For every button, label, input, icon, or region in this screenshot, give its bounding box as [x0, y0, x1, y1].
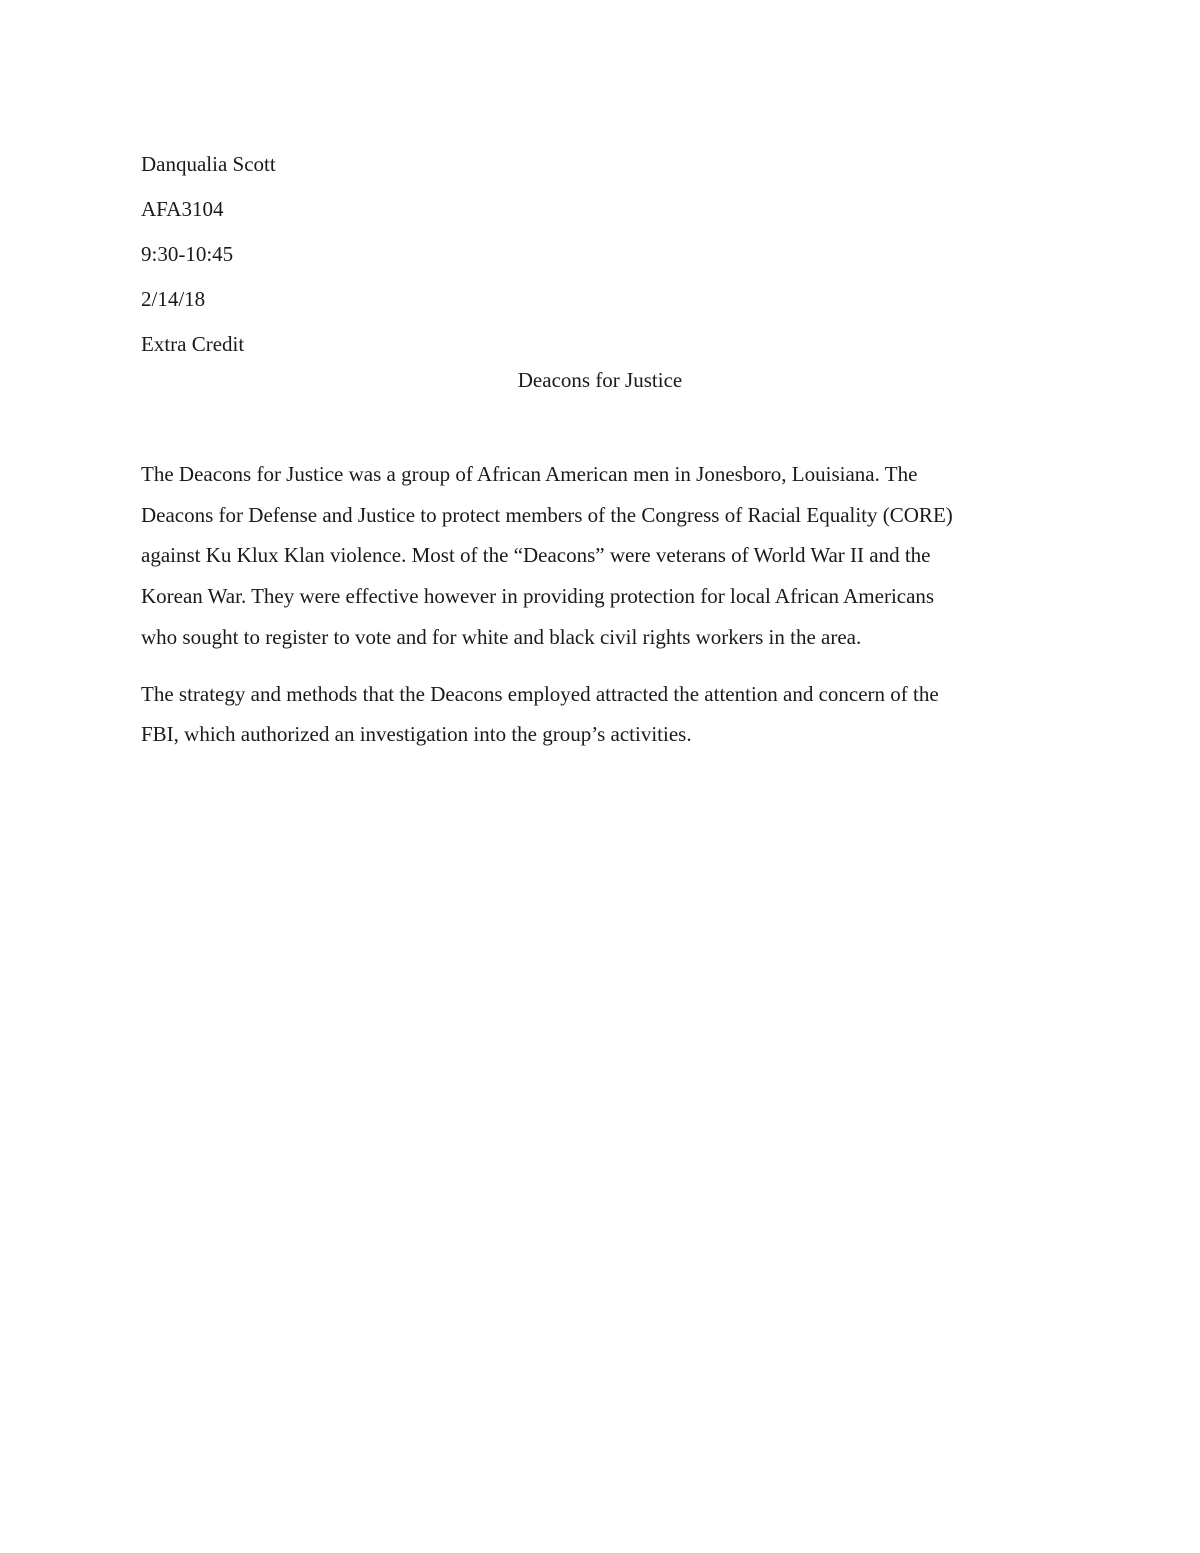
document-body [141, 454, 1056, 771]
paragraph-1 [141, 454, 1056, 658]
submission-date: 2/14/18 [141, 287, 206, 311]
paragraph-line: who sought to register to vote and for white and black civil rights workers in the area. [141, 624, 862, 649]
paragraph-line: The Deacons for Justice was a group of African American men in Jonesboro, Louisiana. The [141, 462, 918, 486]
paragraph-line: FBI, which authorized an investigation into the group’s activities. [141, 722, 692, 747]
assignment-label: Extra Credit [141, 332, 245, 356]
paragraph-line: The strategy and methods that the Deacons employed attracted the attention and concern of the [141, 681, 939, 706]
course-code: AFA3104 [141, 197, 224, 221]
paragraph-2 [141, 674, 1056, 755]
document-title: Deacons for Justice [517, 368, 683, 392]
student-heading [141, 142, 1061, 367]
paragraph-line: Korean War. They were effective however in providing protection for local African Americans [141, 584, 935, 609]
paragraph-line: against Ku Klux Klan violence. Most of the “Deacons” were veterans of World War II and the [141, 543, 931, 568]
paragraph-line: Deacons for Defense and Justice to protect members of the Congress of Racial Equality (CORE) [141, 502, 953, 527]
class-time: 9:30-10:45 [141, 242, 234, 266]
student-name: Danqualia Scott [141, 152, 276, 176]
